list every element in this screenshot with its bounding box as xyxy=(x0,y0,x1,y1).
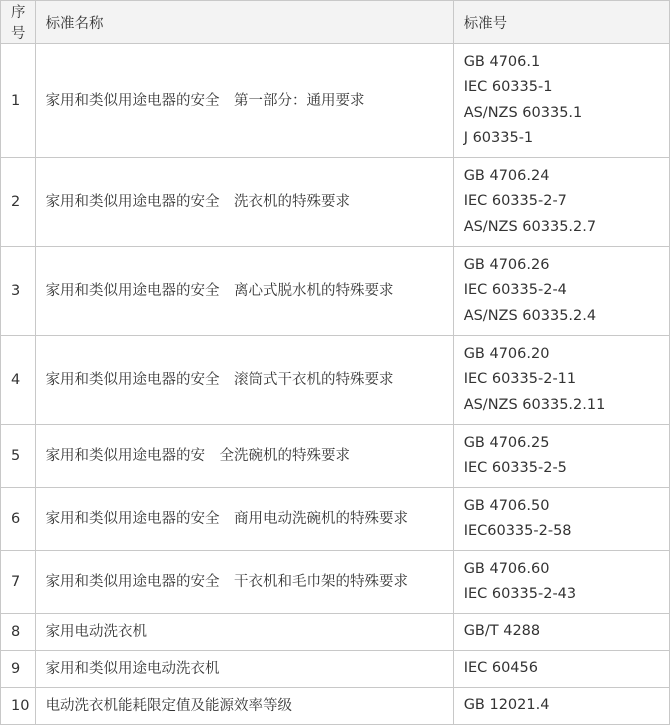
standard-number: AS/NZS 60335.2.7 xyxy=(463,218,597,235)
standard-name: 家用和类似用途电器的安全 洗衣机的特殊要求 xyxy=(35,158,453,247)
table-row xyxy=(1,336,670,425)
standard-number: IEC 60335-1 xyxy=(463,79,553,95)
standard-number: GB 12021.4 xyxy=(463,697,550,714)
table-row xyxy=(1,158,670,247)
standard-name: 家用和类似用途电动洗衣机 xyxy=(35,651,453,688)
standard-number: GB 4706.20 xyxy=(463,345,550,362)
standard-number: GB/T 4288 xyxy=(463,623,541,640)
header-standard-number: 标准号 xyxy=(453,1,669,44)
table-row xyxy=(1,688,670,725)
standard-name: 家用和类似用途电器的安全 第一部分：通用要求 xyxy=(35,44,453,158)
standard-number: GB 4706.25 xyxy=(463,434,550,451)
table-row xyxy=(1,551,670,614)
row-index: 6 xyxy=(1,488,36,551)
standard-numbers xyxy=(453,336,669,425)
row-index: 8 xyxy=(1,614,36,651)
standard-number: AS/NZS 60335.1 xyxy=(463,104,583,121)
row-index: 5 xyxy=(1,425,36,488)
standard-number: GB 4706.26 xyxy=(463,256,550,273)
standard-numbers xyxy=(453,44,669,158)
standard-number: IEC 60335-2-5 xyxy=(463,460,567,476)
table-header-row xyxy=(1,1,670,44)
table-row xyxy=(1,425,670,488)
table-row xyxy=(1,614,670,651)
standard-name: 家用和类似用途电器的安全 商用电动洗碗机的特殊要求 xyxy=(35,488,453,551)
header-index: 序号 xyxy=(1,1,36,44)
row-index: 3 xyxy=(1,247,36,336)
standard-number: AS/NZS 60335.2.11 xyxy=(463,396,606,413)
standard-number: AS/NZS 60335.2.4 xyxy=(463,307,597,324)
standard-number: GB 4706.24 xyxy=(463,167,550,184)
standard-numbers xyxy=(453,425,669,488)
standard-name: 家用和类似用途电器的安 全洗碗机的特殊要求 xyxy=(35,425,453,488)
standard-number: J 60335-1 xyxy=(463,130,534,146)
standard-number: IEC60335-2-58 xyxy=(463,523,572,539)
standard-numbers xyxy=(453,651,669,688)
table-row xyxy=(1,651,670,688)
table-row xyxy=(1,488,670,551)
standard-numbers xyxy=(453,614,669,651)
standard-numbers xyxy=(453,488,669,551)
standard-number: GB 4706.60 xyxy=(463,560,550,577)
standard-name: 电动洗衣机能耗限定值及能源效率等级 xyxy=(35,688,453,725)
standard-numbers xyxy=(453,158,669,247)
standard-number: IEC 60335-2-43 xyxy=(463,586,577,602)
standard-number: IEC 60335-2-7 xyxy=(463,193,567,210)
standard-name: 家用电动洗衣机 xyxy=(35,614,453,651)
standard-number: IEC 60335-2-4 xyxy=(463,282,567,299)
standard-numbers xyxy=(453,551,669,614)
row-index: 4 xyxy=(1,336,36,425)
standard-name: 家用和类似用途电器的安全 滚筒式干衣机的特殊要求 xyxy=(35,336,453,425)
standard-number: GB 4706.50 xyxy=(463,497,550,514)
row-index: 7 xyxy=(1,551,36,614)
table-row xyxy=(1,247,670,336)
standard-number: IEC 60456 xyxy=(463,660,538,677)
standard-number: GB 4706.1 xyxy=(463,53,541,70)
row-index: 9 xyxy=(1,651,36,688)
row-index: 1 xyxy=(1,44,36,158)
standard-name: 家用和类似用途电器的安全 干衣机和毛巾架的特殊要求 xyxy=(35,551,453,614)
standard-name: 家用和类似用途电器的安全 离心式脱水机的特殊要求 xyxy=(35,247,453,336)
row-index: 2 xyxy=(1,158,36,247)
standard-number: IEC 60335-2-11 xyxy=(463,371,577,388)
table-row xyxy=(1,44,670,158)
standard-numbers xyxy=(453,247,669,336)
header-standard-name: 标准名称 xyxy=(35,1,453,44)
row-index: 10 xyxy=(1,688,36,725)
standard-numbers xyxy=(453,688,669,725)
